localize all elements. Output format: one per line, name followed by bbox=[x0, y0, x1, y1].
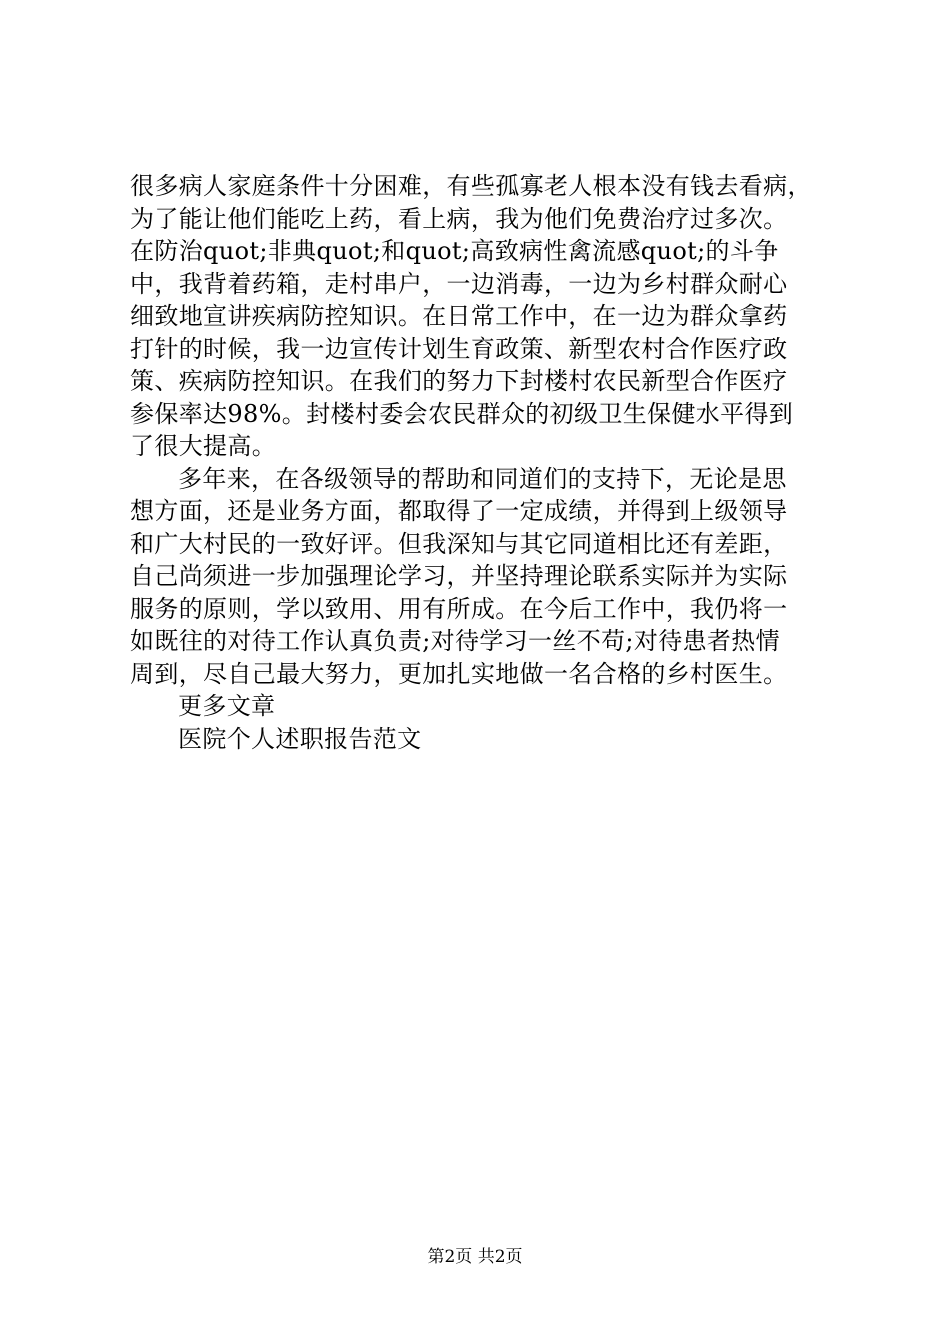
text-line: 服务的原则，学以致用、用有所成。在今后工作中，我仍将一 bbox=[130, 594, 788, 623]
related-article-link[interactable]: 医院个人述职报告范文 bbox=[178, 724, 422, 753]
paragraph-1 bbox=[130, 170, 830, 463]
text-line: 了很大提高。 bbox=[130, 432, 277, 460]
document-body bbox=[130, 170, 830, 755]
text-line: 如既往的对待工作认真负责;对待学习一丝不苟;对待患者热情 bbox=[130, 627, 780, 655]
text-line: 自己尚须进一步加强理论学习，并坚持理论联系实际并为实际 bbox=[130, 562, 788, 590]
text-line: 多年来，在各级领导的帮助和同道们的支持下，无论是思 bbox=[178, 464, 787, 493]
text-line: 细致地宣讲疾病防控知识。在日常工作中，在一边为群众拿药 bbox=[130, 302, 788, 330]
text-line: 和广大村民的一致好评。但我深知与其它同道相比还有差距， bbox=[130, 529, 788, 558]
more-articles-label: 更多文章 bbox=[178, 692, 276, 720]
text-line: 中，我背着药箱，走村串户，一边消毒，一边为乡村群众耐心 bbox=[130, 269, 788, 298]
text-line: 周到，尽自己最大努力，更加扎实地做一名合格的乡村医生。 bbox=[130, 659, 788, 688]
text-line: 打针的时候，我一边宣传计划生育政策、新型农村合作医疗政 bbox=[130, 334, 788, 363]
text-line: 想方面，还是业务方面，都取得了一定成绩，并得到上级领导 bbox=[130, 497, 788, 525]
text-line: 很多病人家庭条件十分困难，有些孤寡老人根本没有钱去看病， bbox=[130, 172, 812, 200]
text-line: 参保率达98%。封楼村委会农民群众的初级卫生保健水平得到 bbox=[130, 399, 794, 428]
text-line: 策、疾病防控知识。在我们的努力下封楼村农民新型合作医疗 bbox=[130, 367, 788, 395]
paragraph-2 bbox=[130, 463, 830, 691]
page-number-footer: 第2页 共2页 bbox=[427, 1247, 523, 1267]
text-line: 为了能让他们能吃上药，看上病，我为他们免费治疗过多次。 bbox=[130, 204, 788, 233]
text-line: 在防治quot;非典quot;和quot;高致病性禽流感quot;的斗争 bbox=[130, 237, 779, 265]
